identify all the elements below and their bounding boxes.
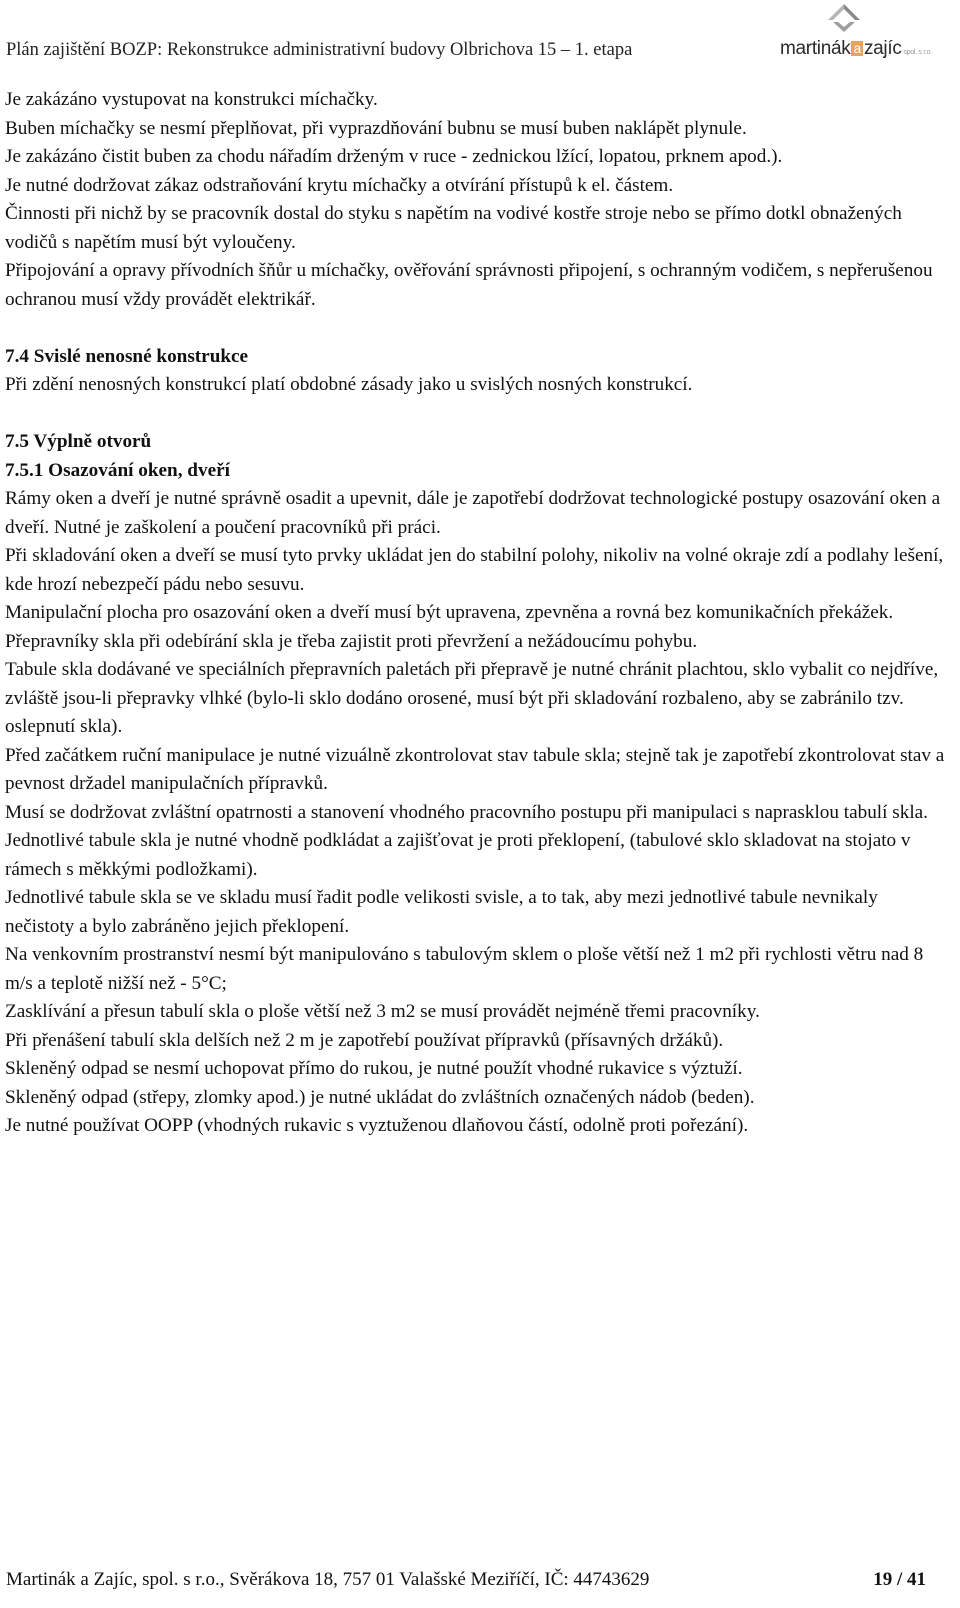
section-heading: 7.4 Svislé nenosné konstrukce (5, 345, 249, 367)
subsection-heading: 7.5.1 Osazování oken, dveří (5, 459, 230, 481)
paragraph: Je zakázáno vystupovat na konstrukci míchačky. (5, 89, 378, 110)
paragraph: Skleněný odpad (střepy, zlomky apod.) je nutné ukládat do zvláštních označených nádob (beden). (5, 1086, 755, 1108)
paragraph: Přepravníky skla při odebírání skla je třeba zajistit proti převržení a nežádoucímu pohybu. (5, 630, 698, 652)
paragraph: Zasklívání a přesun tabulí skla o ploše větší než 3 m2 se musí provádět nejméně třemi pracovníky. (5, 1001, 760, 1022)
paragraph: Manipulační plocha pro osazování oken a dveří musí být upravena, zpevněna a rovná bez komunikačních překážek. (5, 602, 894, 623)
paragraph: Na venkovním prostranství nesmí být manipulováno s tabulovým sklem o ploše větší než 1 m2 při rychlosti větru nad 8 m/s a teplotě nižší než - 5°C; (5, 944, 924, 994)
logo-mark-icon (822, 2, 862, 40)
document-body (5, 86, 950, 1141)
document-title: Plán zajištění BOZP: Rekonstrukce administrativní budovy Olbrichova 15 – 1. etapa (6, 40, 633, 60)
company-logo (780, 2, 960, 68)
paragraph: Rámy oken a dveří je nutné správně osadit a upevnit, dále je zapotřebí dodržovat technologické postupy osazování oken a dveří. Nutné je zaškolení a poučení pracovníků při práci. (5, 488, 941, 538)
logo-text: martinák a zajíc spol. s r.o. (780, 38, 932, 59)
paragraph: Skleněný odpad se nesmí uchopovat přímo do rukou, je nutné použít vhodné rukavice s výztuží. (5, 1058, 743, 1079)
paragraph: Je nutné dodržovat zákaz odstraňování krytu míchačky a otvírání přístupů k el. částem. (5, 174, 674, 196)
paragraph: Činnosti při nichž by se pracovník dostal do styku s napětím na vodivé kostře stroje nebo se přímo dotkl obnažených vodičů s napětím musí být vyloučeny. (5, 203, 902, 253)
paragraph: Je zakázáno čistit buben za chodu nářadím drženým v ruce - zednickou lžící, lopatou, prknem apod.). (5, 146, 783, 167)
paragraph: Tabule skla dodávané ve speciálních přepravních paletách při přepravě je nutné chránit plachtou, sklo vybalit co nejdříve, zvláště jsou-li přepravky vlhké (bylo-li sklo dodáno orosené, musí být při skladování rozbaleno, aby se zabránilo tzv. oslepnutí skla). (5, 659, 939, 737)
paragraph: Při skladování oken a dveří se musí tyto prvky ukládat jen do stabilní polohy, nikoliv na volné okraje zdí a podlahy lešení, kde hrozí nebezpečí pádu nebo sesuvu. (5, 545, 944, 595)
section-heading: 7.5 Výplně otvorů (5, 431, 152, 452)
paragraph: Při přenášení tabulí skla delších než 2 m je zapotřebí používat přípravků (přísavných držáků). (5, 1029, 724, 1051)
paragraph: Při zdění nenosných konstrukcí platí obdobné zásady jako u svislých nosných konstrukcí. (5, 374, 693, 395)
page-footer (6, 1569, 926, 1591)
paragraph: Jednotlivé tabule skla je nutné vhodně podkládat a zajišťovat je proti překlopení, (tabulové sklo skladovat na stojato v rámech s měkkými podložkami). (5, 830, 911, 880)
paragraph: Jednotlivé tabule skla se ve skladu musí řadit podle velikosti svisle, a to tak, aby mezi jednotlivé tabule nevnikaly nečistoty a bylo zabráněno jejich překlopení. (5, 887, 878, 937)
paragraph: Je nutné používat OOPP (vhodných rukavic s vyztuženou dlaňovou částí, odolně proti pořezání). (5, 1115, 749, 1136)
page-number: 19 / 41 (873, 1569, 926, 1590)
paragraph: Připojování a opravy přívodních šňůr u míchačky, ověřování správnosti připojení, s ochranným vodičem, s nepřerušenou ochranou musí vždy provádět elektrikář. (5, 260, 933, 310)
spacer (5, 314, 950, 343)
paragraph: Musí se dodržovat zvláštní opatrnosti a stanovení vhodného pracovního postupu při manipulaci s naprasklou tabulí skla. (5, 801, 928, 823)
page-header (0, 0, 960, 78)
paragraph: Buben míchačky se nesmí přeplňovat, při vyprazdňování bubnu se musí buben naklápět plynule. (5, 117, 747, 139)
footer-company: Martinák a Zajíc, spol. s r.o., Svěrákova 18, 757 01 Valašské Meziříčí, IČ: 44743629 (6, 1569, 650, 1590)
spacer (5, 400, 950, 429)
paragraph: Před začátkem ruční manipulace je nutné vizuálně zkontrolovat stav tabule skla; stejně tak je zapotřebí zkontrolovat stav a pevnost držadel manipulačních přípravků. (5, 744, 945, 794)
